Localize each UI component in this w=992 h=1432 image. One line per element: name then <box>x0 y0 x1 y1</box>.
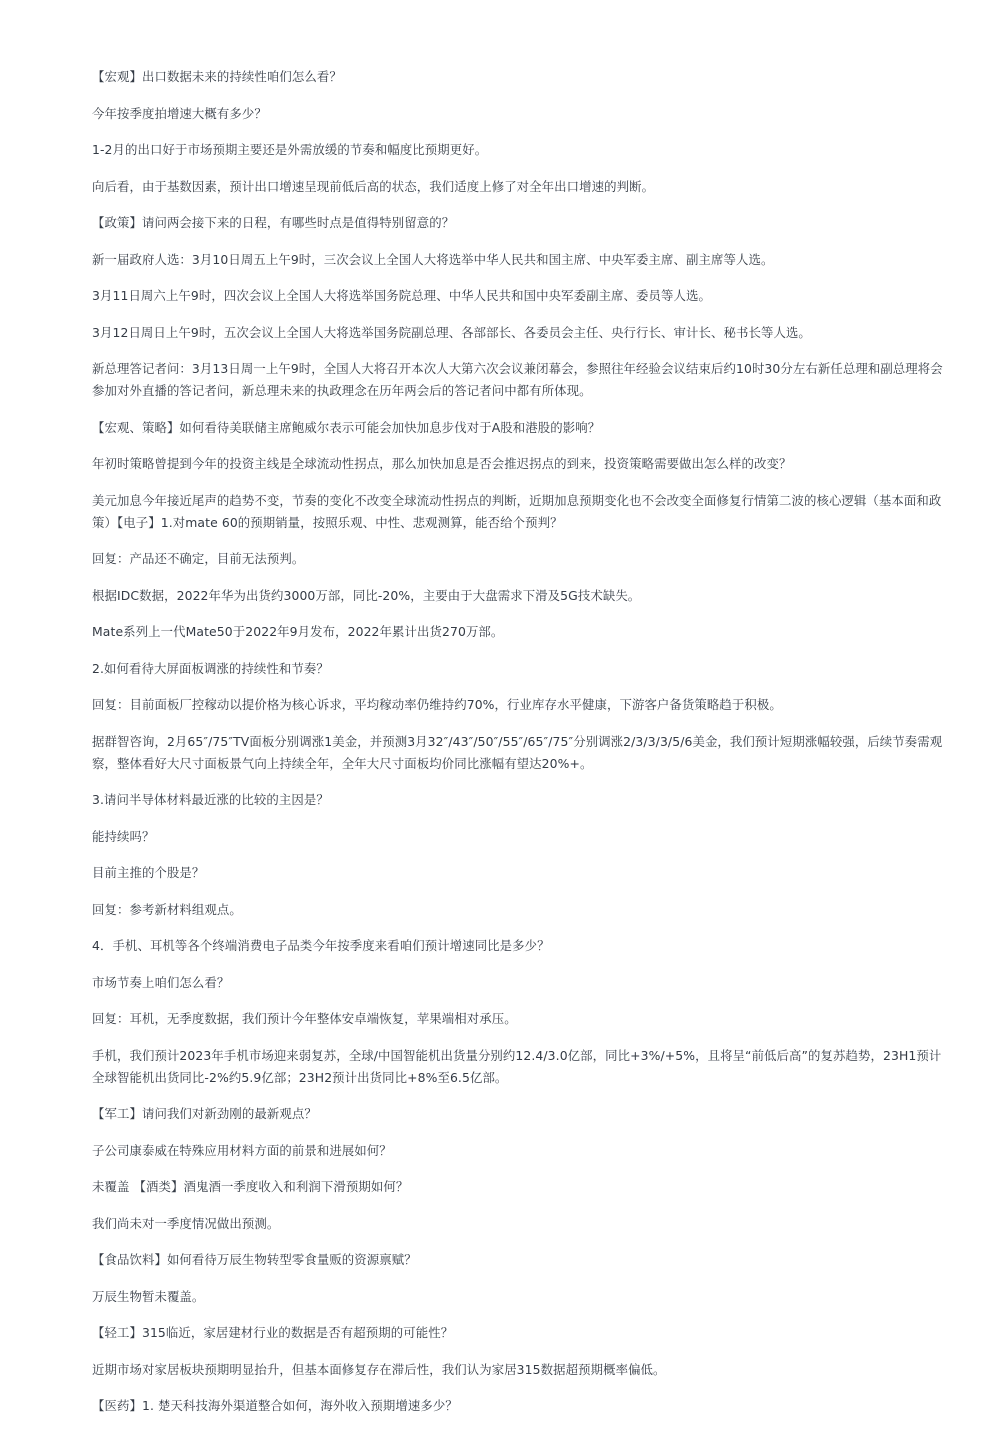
paragraph: 3月11日周六上午9时，四次会议上全国人大将选举国务院总理、中华人民共和国中央军委副主席、委员等人选。 <box>92 288 711 303</box>
paragraph: 我们尚未对一季度情况做出预测。 <box>92 1215 280 1231</box>
paragraph: 向后看，由于基数因素，预计出口增速呈现前低后高的状态，我们适度上修了对全年出口增速的判断。 <box>92 178 655 194</box>
paragraph: 【宏观、策略】如何看待美联储主席鲍威尔表示可能会加快加息步伐对于A股和港股的影响？ <box>92 419 601 435</box>
paragraph: 回复：产品还不确定，目前无法预判。 <box>92 551 305 566</box>
document-body <box>92 66 948 1432</box>
paragraph: 市场节奏上咱们怎么看？ <box>92 974 230 990</box>
paragraph: 子公司康泰威在特殊应用材料方面的前景和进展如何？ <box>92 1142 392 1158</box>
paragraph: 3月12日周日上午9时，五次会议上全国人大将选举国务院副总理、各部部长、各委员会主任、央行行长、审计长、秘书长等人选。 <box>92 324 811 340</box>
paragraph: 【轻工】315临近，家居建材行业的数据是否有超预期的可能性？ <box>92 1325 454 1340</box>
paragraph: 今年按季度拍增速大概有多少？ <box>92 105 267 121</box>
paragraph: 【宏观】出口数据未来的持续性咱们怎么看？ <box>92 69 342 84</box>
paragraph: 美元加息今年接近尾声的趋势不变，节奏的变化不改变全球流动性拐点的判断，近期加息预期变化也不会改变全面修复行情第二波的核心逻辑（基本面和政策）【电子】1.对mate 60的预期销量，按照乐观、中性、悲观测算，能否给个预判？ <box>92 492 942 530</box>
paragraph: 目前主推的个股是？ <box>92 865 205 880</box>
paragraph: 近期市场对家居板块预期明显抬升，但基本面修复存在滞后性，我们认为家居315数据超预期概率偏低。 <box>92 1361 666 1377</box>
paragraph: 1-2月的出口好于市场预期主要还是外需放缓的节奏和幅度比预期更好。 <box>92 142 488 157</box>
paragraph: 【军工】请问我们对新劲刚的最新观点？ <box>92 1106 317 1121</box>
paragraph: 【食品饮料】如何看待万辰生物转型零食量贩的资源禀赋？ <box>92 1252 417 1267</box>
paragraph: 2.如何看待大屏面板调涨的持续性和节奏？ <box>92 660 329 676</box>
paragraph: 根据IDC数据，2022年华为出货约3000万部，同比-20%，主要由于大盘需求下滑及5G技术缺失。 <box>92 587 641 603</box>
paragraph: 万辰生物暂未覆盖。 <box>92 1288 205 1304</box>
paragraph: 未覆盖 【酒类】酒鬼酒一季度收入和利润下滑预期如何？ <box>92 1179 409 1194</box>
paragraph: 回复：目前面板厂控稼动以提价格为核心诉求，平均稼动率仍维持约70%，行业库存水平健康，下游客户备货策略趋于积极。 <box>92 697 782 712</box>
paragraph: 手机，我们预计2023年手机市场迎来弱复苏，全球/中国智能机出货量分别约12.4/3.0亿部，同比+3%/+5%，且将呈“前低后高”的复苏趋势，23H1预计全球智能机出货同比-2%约5.9亿部；23H2预计出货同比+8%至6.5亿部。 <box>92 1047 942 1085</box>
paragraph: 新总理答记者问：3月13日周一上午9时，全国人大将召开本次人大第六次会议兼闭幕会，参照往年经验会议结束后约10时30分左右新任总理和副总理将会参加对外直播的答记者问，新总理未来的执政理念在历年两会后的答记者问中都有所体现。 <box>92 361 943 398</box>
paragraph: 能持续吗？ <box>92 828 155 844</box>
paragraph: 回复：参考新材料组观点。 <box>92 901 242 917</box>
paragraph: 年初时策略曾提到今年的投资主线是全球流动性拐点，那么加快加息是否会推迟拐点的到来，投资策略需要做出怎么样的改变？ <box>92 456 792 471</box>
paragraph: 新一届政府人选：3月10日周五上午9时，三次会议上全国人大将选举中华人民共和国主席、中央军委主席、副主席等人选。 <box>92 251 774 267</box>
paragraph: 3.请问半导体材料最近涨的比较的主因是？ <box>92 792 329 807</box>
paragraph: 回复：耳机，无季度数据，我们预计今年整体安卓端恢复，苹果端相对承压。 <box>92 1011 517 1026</box>
paragraph: 【医药】1. 楚天科技海外渠道整合如何，海外收入预期增速多少？ <box>92 1398 458 1413</box>
paragraph: 据群智咨询，2月65″/75″TV面板分别调涨1美金，并预测3月32″/43″/50″/55″/65″/75″分别调涨2/3/3/3/5/6美金，我们预计短期涨幅较强，后续节奏需观察，整体看好大尺寸面板景气向上持续全年，全年大尺寸面板均价同比涨幅有望达20%+。 <box>92 733 943 771</box>
paragraph: 4．手机、耳机等各个终端消费电子品类今年按季度来看咱们预计增速同比是多少？ <box>92 938 550 953</box>
paragraph: 【政策】请问两会接下来的日程，有哪些时点是值得特别留意的？ <box>92 215 455 230</box>
paragraph: Mate系列上一代Mate50于2022年9月发布，2022年累计出货270万部。 <box>92 624 504 639</box>
